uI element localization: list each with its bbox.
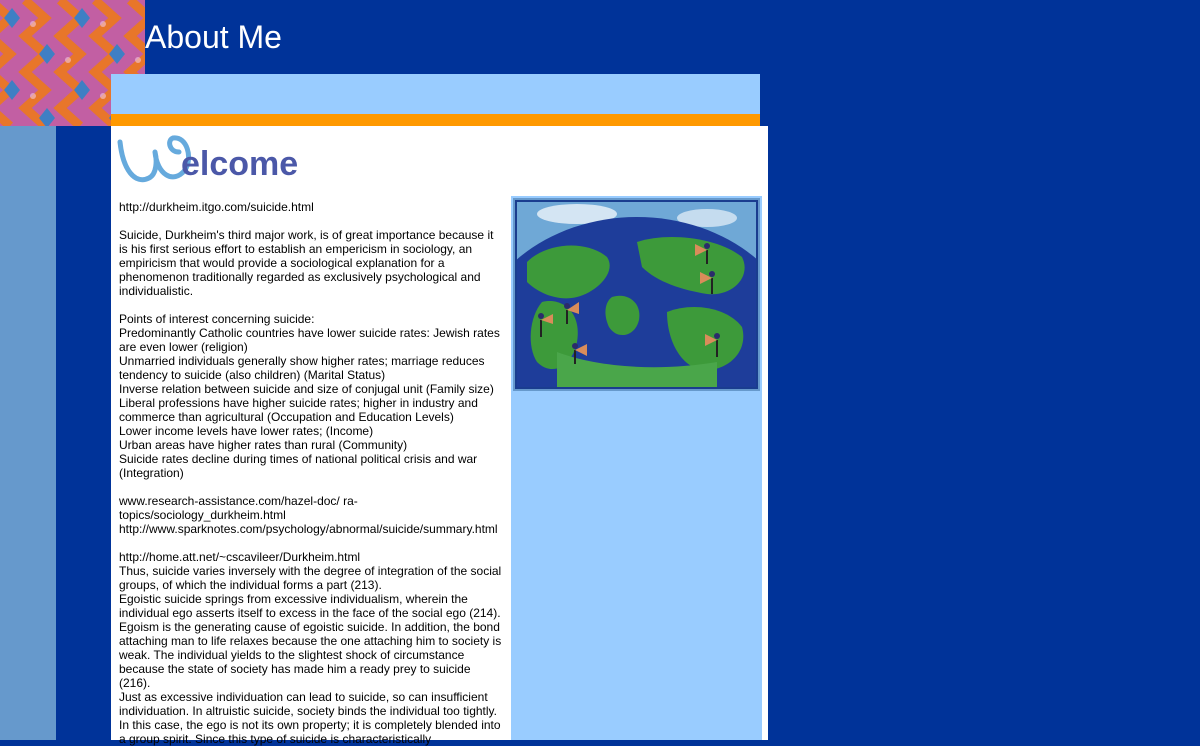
- list-item: Lower income levels have lower rates; (Income): [119, 424, 374, 438]
- article-text: [119, 200, 505, 746]
- list-item: Unmarried individuals generally show higher rates; marriage reduces tendency to suicide (also children) (Marital Status): [119, 354, 485, 382]
- header-band: [111, 74, 760, 114]
- list-item: Predominantly Catholic countries have lower suicide rates: Jewish rates are even lower (religion): [119, 326, 500, 354]
- intro-paragraph: Suicide, Durkheim's third major work, is of great importance because it is his first serious effort to establish an empericism in sociology, an empiricism that would provide a sociological explanation for a phenomenon traditionally regarded as exclusively psychological and individualistic.: [119, 228, 494, 298]
- left-sidebar-strip: [0, 126, 56, 740]
- right-sidebar: [511, 196, 762, 740]
- body-paragraph: Egoistic suicide springs from excessive individualism, wherein the individual ego asserts itself to excess in the face of the social ego (214). Egoism is the generating cause of egoistic suicide. In addition, the bond attaching man to life relaxes because the one attaching him to society is weak. The individual yields to the slightest shock of circumstance because the state of society has made him a ready prey to suicide (216).: [119, 592, 502, 690]
- page-title: About Me: [145, 19, 282, 55]
- points-heading: Points of interest concerning suicide:: [119, 312, 315, 326]
- welcome-logo: [117, 130, 307, 190]
- globe-image-frame: [513, 198, 760, 391]
- welcome-logo-graphic: [117, 130, 307, 190]
- orange-divider-stripe: [111, 114, 760, 126]
- list-item: Urban areas have higher rates than rural (Community): [119, 438, 408, 452]
- content-panel: [111, 126, 768, 746]
- source-link-durkheim-itgo[interactable]: http://durkheim.itgo.com/suicide.html: [119, 200, 314, 214]
- body-paragraph: Thus, suicide varies inversely with the degree of integration of the social groups, of which the individual forms a part (213).: [119, 564, 502, 592]
- globe-illustration: [515, 200, 758, 389]
- body-paragraph: Just as excessive individuation can lead to suicide, so can insufficient individuation. In altruistic suicide, society binds the individual too tightly. In this case, the ego is not its own property; it is completely blended into a group spirit. Since this type of suicide is characteristically: [119, 690, 501, 746]
- source-link-research-assistance[interactable]: www.research-assistance.com/hazel-doc/ ra-topics/sociology_durkheim.html: [119, 494, 358, 522]
- source-link-sparknotes[interactable]: http://www.sparknotes.com/psychology/abnormal/suicide/summary.html: [119, 522, 498, 536]
- list-item: Liberal professions have higher suicide rates; higher in industry and commerce than agricultural (Occupation and Education Levels): [119, 396, 478, 424]
- list-item: Inverse relation between suicide and size of conjugal unit (Family size): [119, 382, 494, 396]
- welcome-logo-text: elcome: [181, 145, 299, 183]
- source-link-att[interactable]: http://home.att.net/~cscavileer/Durkheim.html: [119, 550, 361, 564]
- globe-illustration-graphic: [517, 202, 756, 387]
- list-item: Suicide rates decline during times of national political crisis and war (Integration): [119, 452, 478, 480]
